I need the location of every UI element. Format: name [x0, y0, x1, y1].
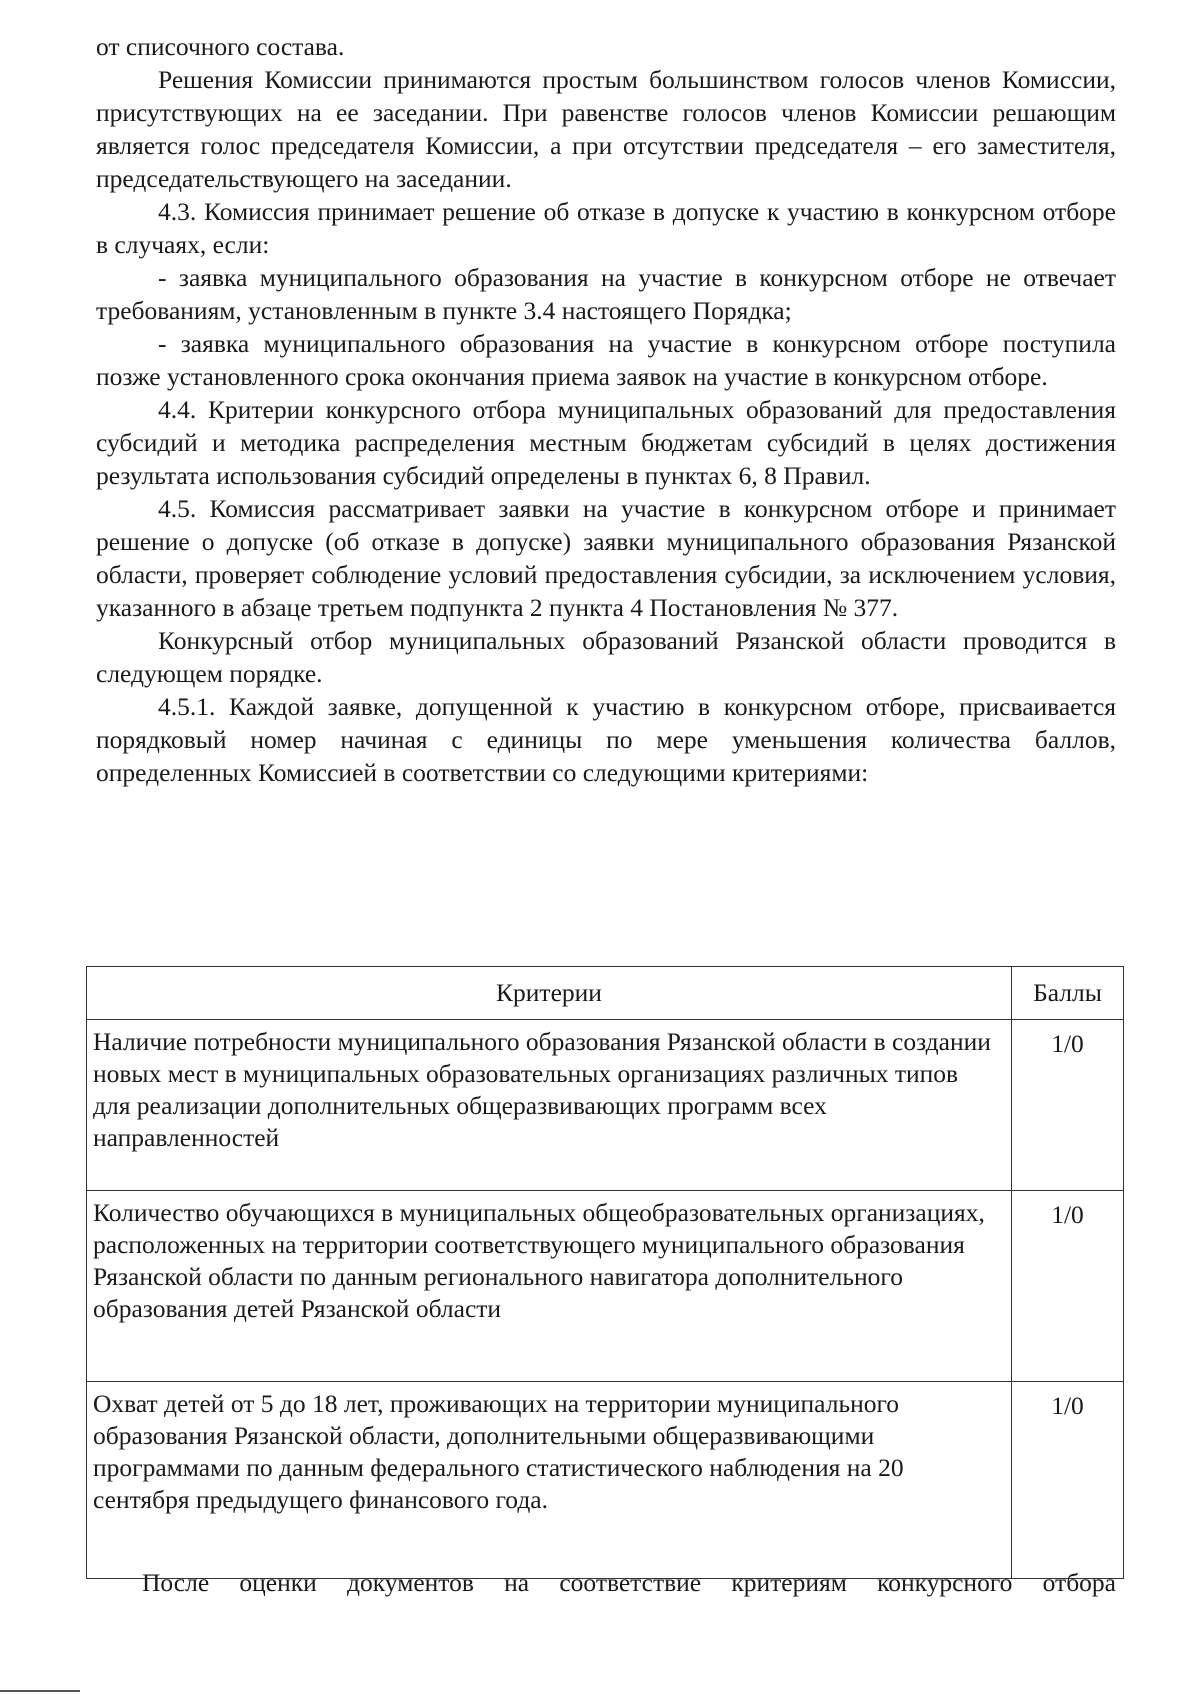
score-cell: 1/0: [1012, 1020, 1124, 1191]
header-score: Баллы: [1012, 967, 1124, 1020]
criteria-table: [86, 966, 1124, 1579]
paragraph-4-3: 4.3. Комиссия принимает решение об отказе в допуске к участию в конкурсном отборе в случаях, если:: [96, 197, 1116, 259]
document-body: [96, 30, 1116, 789]
paragraph-after-table: После оценки документов на соответствие критериям конкурсного отбора: [142, 1568, 1116, 1597]
paragraph-continuation: от списочного состава.: [96, 32, 345, 61]
table-header-row: [87, 967, 1124, 1020]
table-row: [87, 1020, 1124, 1191]
footnote-divider: [0, 1690, 80, 1692]
paragraph-refusal-reason-1: - заявка муниципального образования на участие в конкурсном отборе не отвечает требованиям, установленным в пункте 3.4 настоящего Порядка;: [96, 263, 1116, 325]
criterion-cell: Наличие потребности муниципального образования Рязанской области в создании новых мест в муниципальных образовательных организациях различных типов для реализации дополнительных общеразвивающих программ всех направленностей: [87, 1020, 1012, 1191]
table-row: [87, 1191, 1124, 1382]
score-cell: 1/0: [1012, 1191, 1124, 1382]
criterion-cell: Количество обучающихся в муниципальных общеобразовательных организациях, расположенных на территории соответствующего муниципального образования Рязанской области по данным регионального навигатора дополнительного образования детей Рязанской области: [87, 1191, 1012, 1382]
paragraph-4-4: 4.4. Критерии конкурсного отбора муниципальных образований для предоставления субсидий и методика распределения местным бюджетам субсидий в целях достижения результата использования субсидий определены в пунктах 6, 8 Правил.: [96, 395, 1116, 490]
paragraph-4-5-1: 4.5.1. Каждой заявке, допущенной к участию в конкурсном отборе, присваивается порядковый номер начиная с единицы по мере уменьшения количества баллов, определенных Комиссией в соответствии со следующими критериями:: [96, 692, 1116, 787]
paragraph-decisions: Решения Комиссии принимаются простым большинством голосов членов Комиссии, присутствующих на ее заседании. При равенстве голосов членов Комиссии решающим является голос председателя Комиссии, а при отсутствии председателя – его заместителя, председательствующего на заседании.: [96, 65, 1116, 193]
score-cell: 1/0: [1012, 1382, 1124, 1579]
paragraph-refusal-reason-2: - заявка муниципального образования на участие в конкурсном отборе поступила позже установленного срока окончания приема заявок на участие в конкурсном отборе.: [96, 329, 1116, 391]
paragraph-4-5: 4.5. Комиссия рассматривает заявки на участие в конкурсном отборе и принимает решение о допуске (об отказе в допуске) заявки муниципального образования Рязанской области, проверяет соблюдение условий предоставления субсидии, за исключением условия, указанного в абзаце третьем подпункта 2 пункта 4 Постановления № 377.: [96, 494, 1116, 622]
criterion-cell: Охват детей от 5 до 18 лет, проживающих на территории муниципального образования Рязанской области, дополнительными общеразвивающими программами по данным федерального статистического наблюдения на 20 сентября предыдущего финансового года.: [87, 1382, 1012, 1579]
header-criteria: Критерии: [87, 967, 1012, 1020]
paragraph-selection-order: Конкурсный отбор муниципальных образований Рязанской области проводится в следующем порядке.: [96, 626, 1116, 688]
table-row: [87, 1382, 1124, 1579]
